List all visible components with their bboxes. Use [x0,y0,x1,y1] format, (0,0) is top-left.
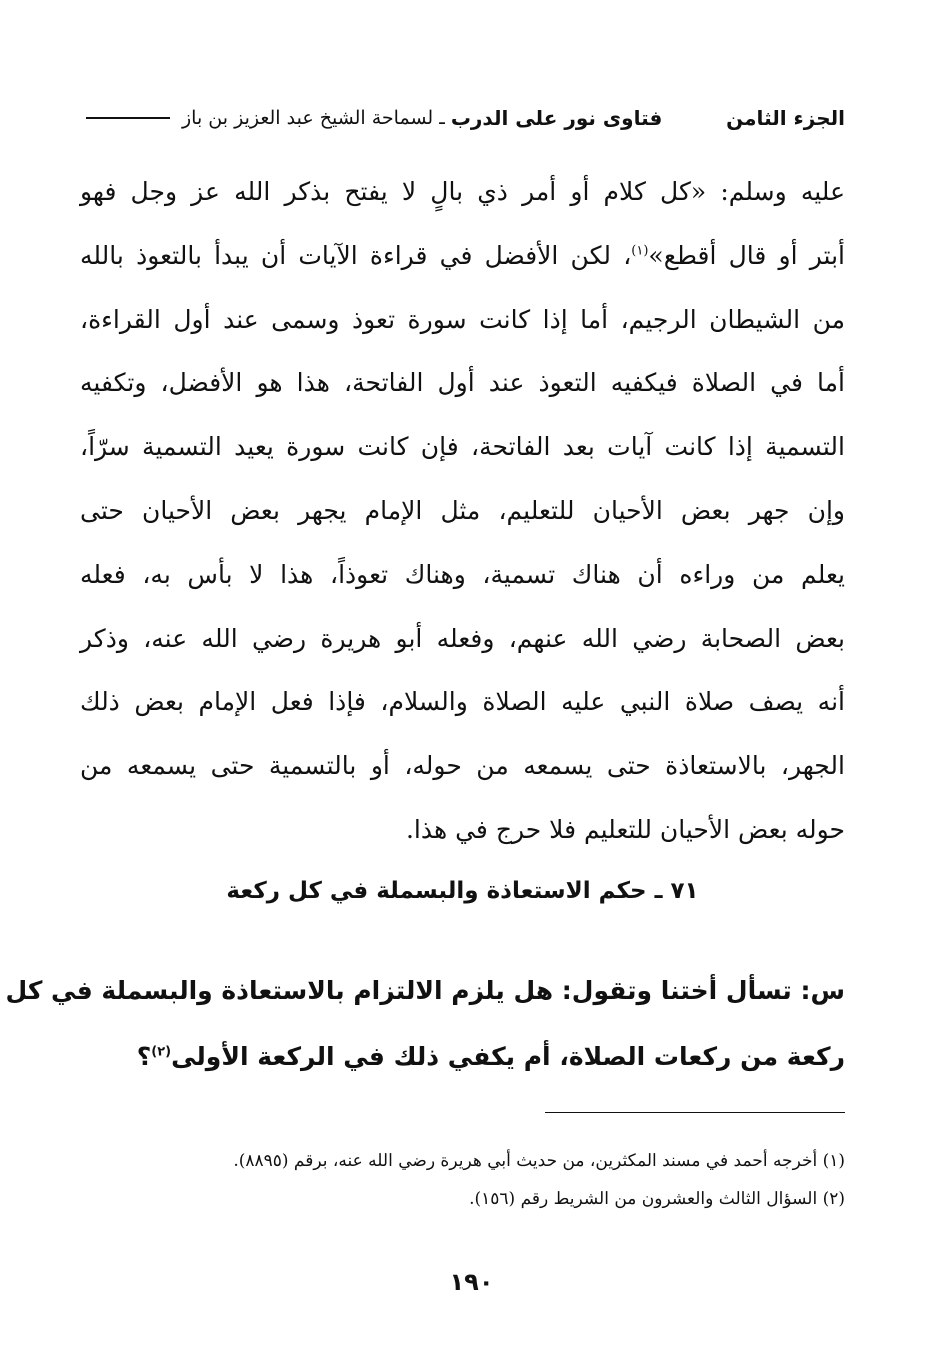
body-line-text: ، لكن الأفضل في قراءة الآيات أن يبدأ بالتعوذ بالله [80,240,632,270]
body-line: بعض الصحابة رضي الله عنهم، وفعله أبو هريرة رضي الله عنه، وذكر [80,623,845,653]
footnote-2: (٢) السؤال الثالث والعشرون من الشريط رقم (١٥٦). [469,1189,845,1209]
footnote-divider [545,1112,845,1113]
body-line: الجهر، بالاستعاذة حتى يسمعه من حوله، أو بالتسمية حتى يسمعه من [80,751,845,781]
book-title: فتاوى نور على الدرب [450,106,663,130]
question-line: س: تسأل أختنا وتقول: هل يلزم الالتزام بالاستعاذة والبسملة في كل [5,976,845,1005]
footnote-1: (١) أخرجه أحمد في مسند المكثرين، من حديث أبي هريرة رضي الله عنه، برقم (٨٨٩٥). [233,1151,845,1171]
body-line: أما في الصلاة فيكفيه التعوذ عند أول الفاتحة، هذا هو الأفضل، وتكفيه [80,368,845,398]
question-line [80,1024,845,1090]
header-divider [86,117,170,119]
question-block [5,958,845,1090]
body-line [80,224,845,288]
header-title-group [80,106,662,130]
body-line: يعلم من وراءه أن هناك تسمية، وهناك تعوذاً، هذا لا بأس به، فعله [80,559,845,589]
body-line: حوله بعض الأحيان للتعليم فلا حرج في هذا. [405,814,845,844]
body-line: التسمية إذا كانت آيات بعد الفاتحة، فإن كانت سورة يعيد التسمية سرّاً، [80,432,845,462]
body-line-text: أبتر أو قال أقطع» [648,240,845,270]
section-heading: ٧١ ـ حكم الاستعاذة والبسملة في كل ركعة [226,878,699,904]
footnotes [80,1142,845,1218]
body-paragraph [80,160,845,862]
footnote-ref-1[interactable]: (١) [631,243,649,259]
question-mark: ؟ [136,1042,152,1071]
footnote-ref-2[interactable]: (٢) [151,1044,172,1060]
question-line-text: ركعة من ركعات الصلاة، أم يكفي ذلك في الركعة الأولى [171,1042,845,1071]
body-line: من الشيطان الرجيم، أما إذا كانت سورة تعوذ وسمى عند أول القراءة، [80,304,845,334]
volume-label: الجزء الثامن [726,106,845,130]
author-line: ـ لسماحة الشيخ عبد العزيز بن باز [182,107,445,129]
body-line: عليه وسلم: «كل كلام أو أمر ذي بالٍ لا يفتح بذكر الله عز وجل فهو [80,177,845,206]
page-number: ١٩٠ [449,1268,494,1296]
running-header [80,96,845,140]
body-line: وإن جهر بعض الأحيان للتعليم، مثل الإمام يجهر بعض الأحيان حتى [80,495,845,525]
body-line: أنه يصف صلاة النبي عليه الصلاة والسلام، فإذا فعل الإمام بعض ذلك [80,687,845,717]
